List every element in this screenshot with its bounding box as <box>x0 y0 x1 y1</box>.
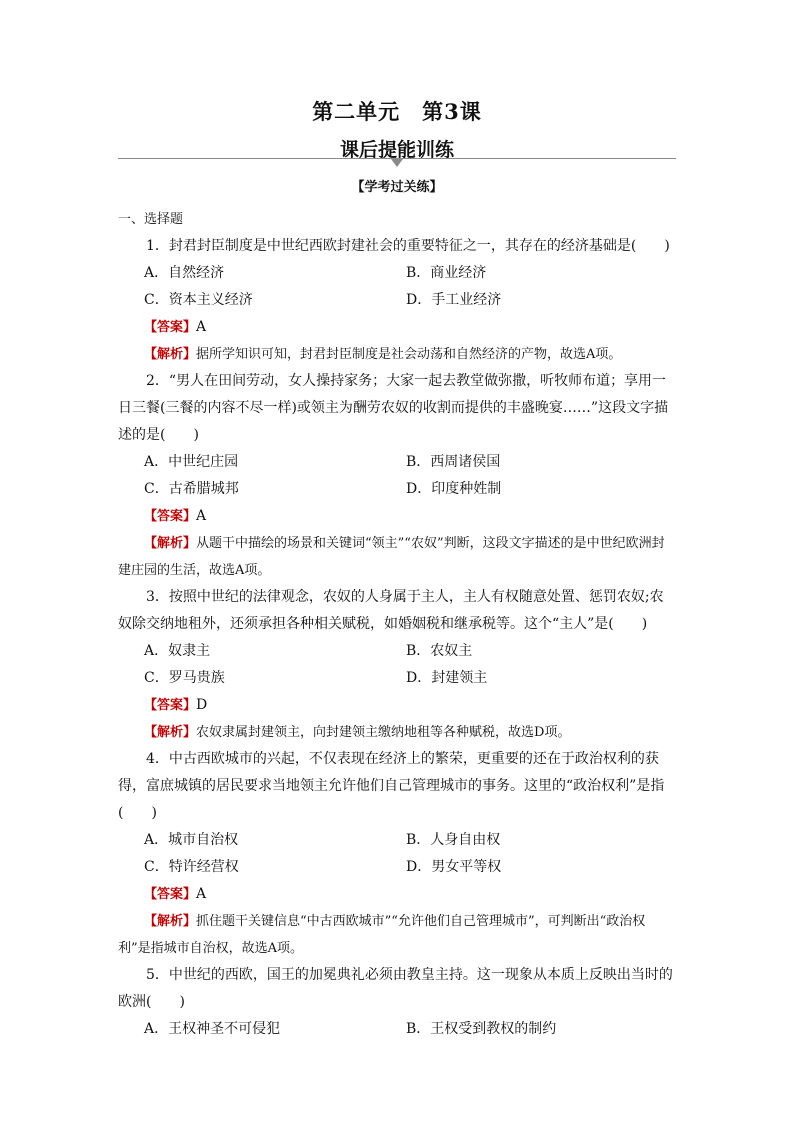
option-b: B．农奴主 <box>406 643 473 659</box>
analysis-text: 据所学知识可知，封君封臣制度是社会动荡和自然经济的产物，故选A项。 <box>196 347 622 362</box>
option-row <box>118 638 676 665</box>
option-row <box>118 854 676 881</box>
divider-triangle-icon <box>391 159 403 167</box>
analysis-label: 【解析】 <box>144 914 197 929</box>
option-d: D．手工业经济 <box>406 292 502 308</box>
page-subtitle: 课后提能训练 <box>339 139 454 161</box>
option-row <box>118 476 676 503</box>
option-row <box>118 827 676 854</box>
answer-line <box>118 503 676 530</box>
option-d: D．封建领主 <box>406 670 488 686</box>
option-b: B．商业经济 <box>406 265 487 281</box>
page-title: 第二单元 第3课 <box>312 99 482 124</box>
analysis-line <box>118 530 676 584</box>
option-row <box>118 449 676 476</box>
answer-label: 【答案】 <box>144 887 197 902</box>
option-b: B．王权受到教权的制约 <box>406 1021 557 1037</box>
question-stem: 4．中古西欧城市的兴起，不仅表现在经济上的繁荣，更重要的还在于政治权利的获得，富庶城镇的居民要求当地领主允许他们自己管理城市的事务。这里的“政治权利”是指( ) <box>118 751 665 821</box>
question-stem: 5．中世纪的西欧，国王的加冕典礼必须由教皇主持。这一现象从本质上反映出当时的欧洲( ) <box>118 967 673 1010</box>
analysis-text: 抓住题干关键信息“中古西欧城市”“允许他们自己管理城市”，可判断出“政治权利”是指城市自治权，故选A项。 <box>118 914 646 956</box>
option-a: A．中世纪庄园 <box>144 454 239 470</box>
question-stem: 1．封君封臣制度是中世纪西欧封建社会的重要特征之一，其存在的经济基础是( ) <box>146 238 670 254</box>
analysis-line <box>118 908 676 962</box>
option-a: A．王权神圣不可侵犯 <box>144 1021 281 1037</box>
answer-label: 【答案】 <box>144 509 197 524</box>
option-d: D．印度种姓制 <box>406 481 502 497</box>
answer-value: A <box>196 886 207 902</box>
section-tag: 【学考过关练】 <box>351 180 443 195</box>
answer-value: A <box>196 319 207 335</box>
answer-value: A <box>196 508 207 524</box>
option-d: D．男女平等权 <box>406 859 502 875</box>
analysis-line <box>118 719 676 746</box>
question-stem: 2．“男人在田间劳动，女人操持家务；大家一起去教堂做弥撒，听牧师布道；享用一日三餐(三餐的内容不尽一样)或领主为酬劳农奴的收割而提供的丰盛晚宴……”这段文字描述的是( ) <box>118 373 669 443</box>
analysis-text: 从题干中描绘的场景和关键词“领主”“农奴”判断，这段文字描述的是中世纪欧洲封建庄园的生活，故选A项。 <box>118 536 665 578</box>
option-c: C．古希腊城邦 <box>144 481 239 497</box>
question-1 <box>118 233 676 368</box>
option-a: A．奴隶主 <box>144 643 211 659</box>
answer-line <box>118 692 676 719</box>
question-stem: 3．按照中世纪的法律观念，农奴的人身属于主人，主人有权随意处置、惩罚农奴;农奴除交纳地租外，还须承担各种相关赋税，如婚姻税和继承税等。这个“主人”是( ) <box>118 589 664 632</box>
answer-value: D <box>196 697 208 713</box>
option-row <box>118 1016 676 1043</box>
option-row <box>118 287 676 314</box>
question-list <box>118 206 676 1043</box>
option-c: C．特许经营权 <box>144 859 239 875</box>
option-c: C．资本主义经济 <box>144 292 253 308</box>
option-c: C．罗马贵族 <box>144 670 225 686</box>
option-row <box>118 260 676 287</box>
question-category: 一、选择题 <box>118 212 184 227</box>
analysis-text: 农奴隶属封建领主，向封建领主缴纳地租等各种赋税，故选D项。 <box>196 725 571 740</box>
question-4 <box>118 746 676 962</box>
answer-line <box>118 881 676 908</box>
option-b: B．人身自由权 <box>406 832 501 848</box>
analysis-label: 【解析】 <box>144 536 197 551</box>
question-5 <box>118 962 676 1043</box>
analysis-label: 【解析】 <box>144 725 197 740</box>
question-2 <box>118 368 676 584</box>
answer-label: 【答案】 <box>144 320 197 335</box>
analysis-label: 【解析】 <box>144 347 197 362</box>
option-a: A．城市自治权 <box>144 832 239 848</box>
analysis-line <box>118 341 676 368</box>
answer-line <box>118 314 676 341</box>
question-3 <box>118 584 676 746</box>
option-row <box>118 665 676 692</box>
option-a: A．自然经济 <box>144 265 225 281</box>
answer-label: 【答案】 <box>144 698 197 713</box>
option-b: B．西周诸侯国 <box>406 454 501 470</box>
